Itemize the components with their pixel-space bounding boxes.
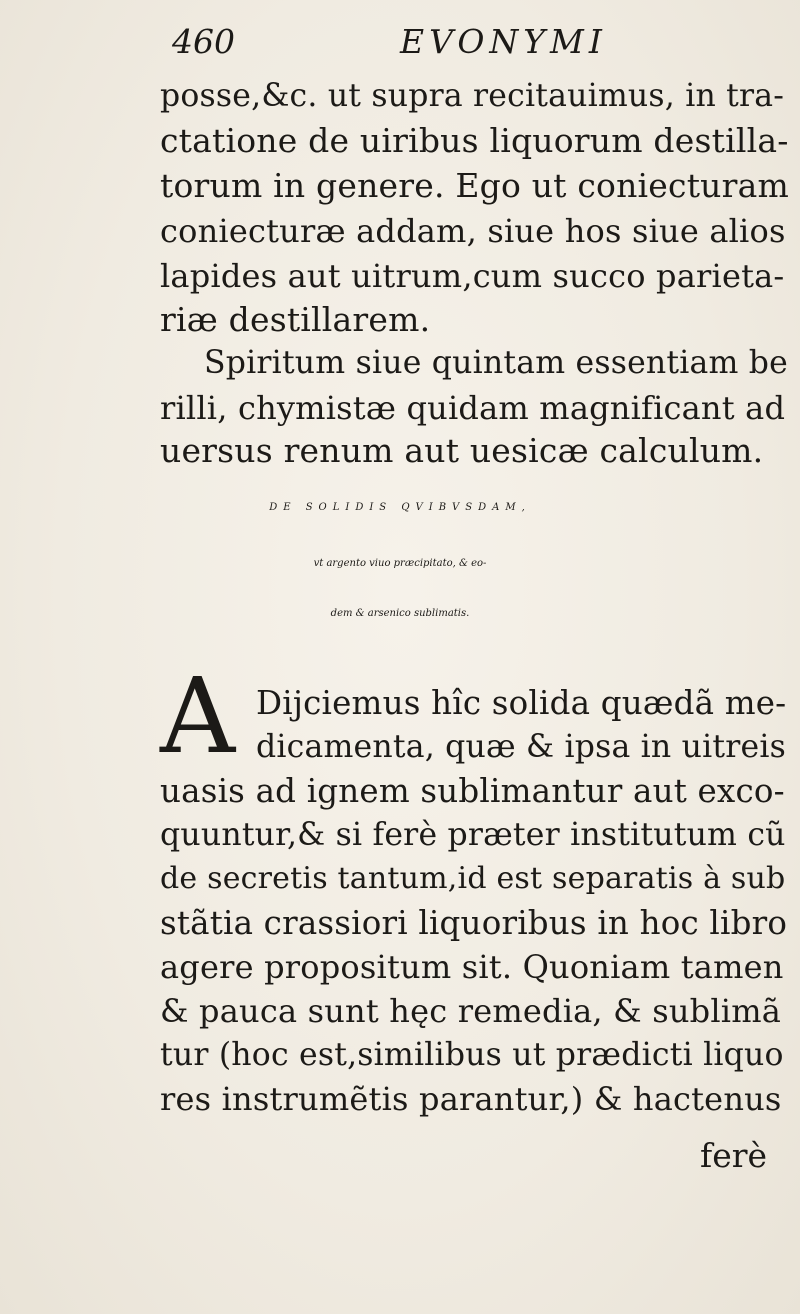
text-line: uasis ad ignem sublimantur aut exco-	[160, 772, 785, 810]
text-line: coniecturæ addam, siue hos siue alios	[160, 212, 786, 250]
text-line: Dijciemus hîc solida quædã me-	[256, 684, 787, 722]
text-line: posse,&c. ut supra recitauimus, in tra-	[160, 78, 785, 114]
text-line: de secretis tantum,id est separatis à sub	[160, 861, 786, 896]
text-line: res instrumẽtis parantur,) & hactenus	[160, 1080, 782, 1118]
page-number: 460	[172, 22, 235, 61]
text-line: dicamenta, quæ & ipsa in uitreis	[256, 729, 786, 765]
heading-title: DE SOLIDIS QVIBVSDAM,	[269, 502, 531, 513]
text-line: lapides aut uitrum,cum succo parieta-	[160, 257, 785, 295]
heading-subtitle: vt argento viuo præcipitato, & eo-	[313, 558, 487, 569]
page-header	[0, 22, 800, 72]
text-line: riæ destillarem.	[160, 300, 431, 339]
text-line: stãtia crassiori liquoribus in hoc libro	[160, 904, 788, 942]
text-line: ctatione de uiribus liquorum destilla-	[160, 121, 789, 160]
text-line: torum in genere. Ego ut coniecturam	[160, 166, 789, 205]
running-head: EVONYMI	[400, 22, 607, 61]
text-line: uersus renum aut uesicæ calculum.	[160, 431, 764, 470]
catchword: ferè	[700, 1136, 768, 1175]
text-line: tur (hoc est,similibus ut prædicti liquo	[160, 1037, 784, 1073]
text-line: quuntur,& si ferè præter institutum cũ	[160, 817, 786, 853]
text-line: Spiritum siue quintam essentiam be	[204, 345, 788, 381]
heading-subtitle: dem & arsenico sublimatis.	[330, 608, 470, 619]
drop-cap: A	[160, 655, 236, 777]
text-line: rilli, chymistæ quidam magnificant ad	[160, 389, 786, 427]
text-line: & pauca sunt hęc remedia, & sublimã	[160, 992, 782, 1030]
text-line: agere propositum sit. Quoniam tamen	[160, 948, 784, 986]
